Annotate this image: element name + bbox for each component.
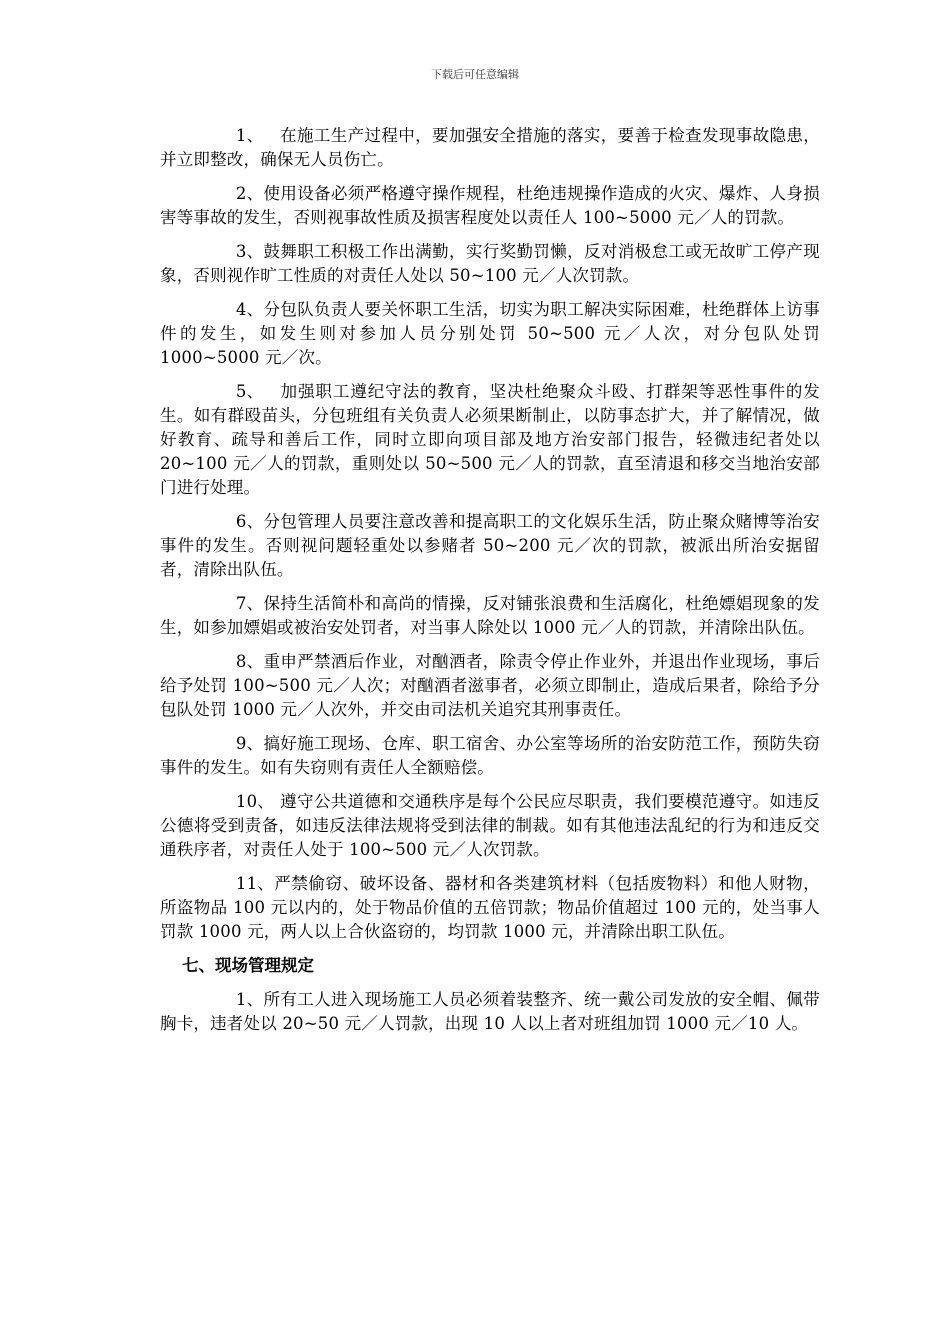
paragraph-8 [160,650,820,722]
paragraph-4 [160,298,820,370]
paragraph-number: 3、 [235,242,264,261]
paragraph-number: 7、 [235,594,264,613]
paragraph-11 [160,872,820,944]
paragraph-number: 2、 [235,184,264,203]
paragraph-1 [160,124,820,172]
paragraph-number: 8、 [235,652,264,671]
paragraph-9 [160,732,820,780]
paragraph-number: 9、 [235,734,264,753]
paragraph-number: 1、 [235,990,264,1009]
paragraph-10 [160,790,820,862]
paragraph-6 [160,510,820,582]
paragraph-2 [160,182,820,230]
paragraph-number: 6、 [235,512,264,531]
paragraph-text: 保持生活简朴和高尚的情操，反对铺张浪费和生活腐化，杜绝嫖娼现象的发生，如参加嫖娼或被治安处罚者，对当事人除处以 1000 元／人的罚款，并清除出队伍。 [160,594,820,637]
paragraph-number: 10、 [235,792,274,811]
paragraph-7 [160,592,820,640]
paragraph-text: 重申严禁酒后作业，对酗酒者，除责令停止作业外，并退出作业现场，事后给予处罚 100~500 元／人次；对酗酒者滋事者，必须立即制止，造成后果者，除给予分包队处罚 1000 元／人次外，并交由司法机关追究其刑事责任。 [160,652,820,719]
paragraph-text: 鼓舞职工积极工作出满勤，实行奖勤罚懒，反对消极怠工或无故旷工停产现象，否则视作旷工性质的对责任人处以 50~100 元／人次罚款。 [160,242,820,285]
page-header-note: 下载后可任意编辑 [431,68,519,81]
section-paragraph-1 [160,988,820,1036]
paragraph-text: 遵守公共道德和交通秩序是每个公民应尽职责，我们要模范遵守。如违反公德将受到责备，如违反法律法规将受到法律的制裁。如有其他违法乱纪的行为和违反交通秩序者，对责任人处于 100~500 元／人次罚款。 [160,792,820,859]
paragraph-text: 分包队负责人要关怀职工生活，切实为职工解决实际困难，杜绝群体上访事件的发生，如发生则对参加人员分别处罚 50~500 元／人次，对分包队处罚 1000~5000 元／次。 [160,300,820,367]
paragraph-text: 在施工生产过程中，要加强安全措施的落实，要善于检查发现事故隐患，并立即整改，确保无人员伤亡。 [160,126,820,169]
section-heading: 七、现场管理规定 [182,956,314,975]
paragraph-text: 分包管理人员要注意改善和提高职工的文化娱乐生活，防止聚众赌博等治安事件的发生。否则视问题轻重处以参赌者 50~200 元／次的罚款，被派出所治安据留者，清除出队伍。 [160,512,820,579]
paragraph-text: 严禁偷窃、破坏设备、器材和各类建筑材料（包括废物料）和他人财物，所盗物品 100 元以内的，处于物品价值的五倍罚款；物品价值超过 100 元的，处当事人罚款 1000 元，两人以上合伙盗窃的，均罚款 1000 元，并清除出职工队伍。 [160,874,820,941]
paragraph-text: 使用设备必须严格遵守操作规程，杜绝违规操作造成的火灾、爆炸、人身损害等事故的发生，否则视事故性质及损害程度处以责任人 100~5000 元／人的罚款。 [160,184,820,227]
paragraph-text: 所有工人进入现场施工人员必须着装整齐、统一戴公司发放的安全帽、佩带胸卡，违者处以 20~50 元／人罚款，出现 10 人以上者对班组加罚 1000 元／10 人。 [160,990,820,1033]
paragraph-number: 5、 [235,382,264,401]
paragraph-number: 11、 [235,874,274,893]
paragraph-number: 1、 [235,126,264,145]
paragraph-5 [160,380,820,500]
paragraph-text: 搞好施工现场、仓库、职工宿舍、办公室等场所的治安防范工作，预防失窃事件的发生。如有失窃则有责任人全额赔偿。 [160,734,820,777]
document-body [160,124,820,1046]
paragraph-text: 加强职工遵纪守法的教育，坚决杜绝聚众斗殴、打群架等恶性事件的发生。如有群殴苗头，分包班组有关负责人必须果断制止，以防事态扩大，并了解情况，做好教育、疏导和善后工作，同时立即向项目部及地方治安部门报告，轻微违纪者处以 20~100 元／人的罚款，重则处以 50~500 元／人的罚款，直至清退和移交当地治安部门进行处理。 [160,382,820,497]
paragraph-number: 4、 [235,300,264,319]
paragraph-3 [160,240,820,288]
